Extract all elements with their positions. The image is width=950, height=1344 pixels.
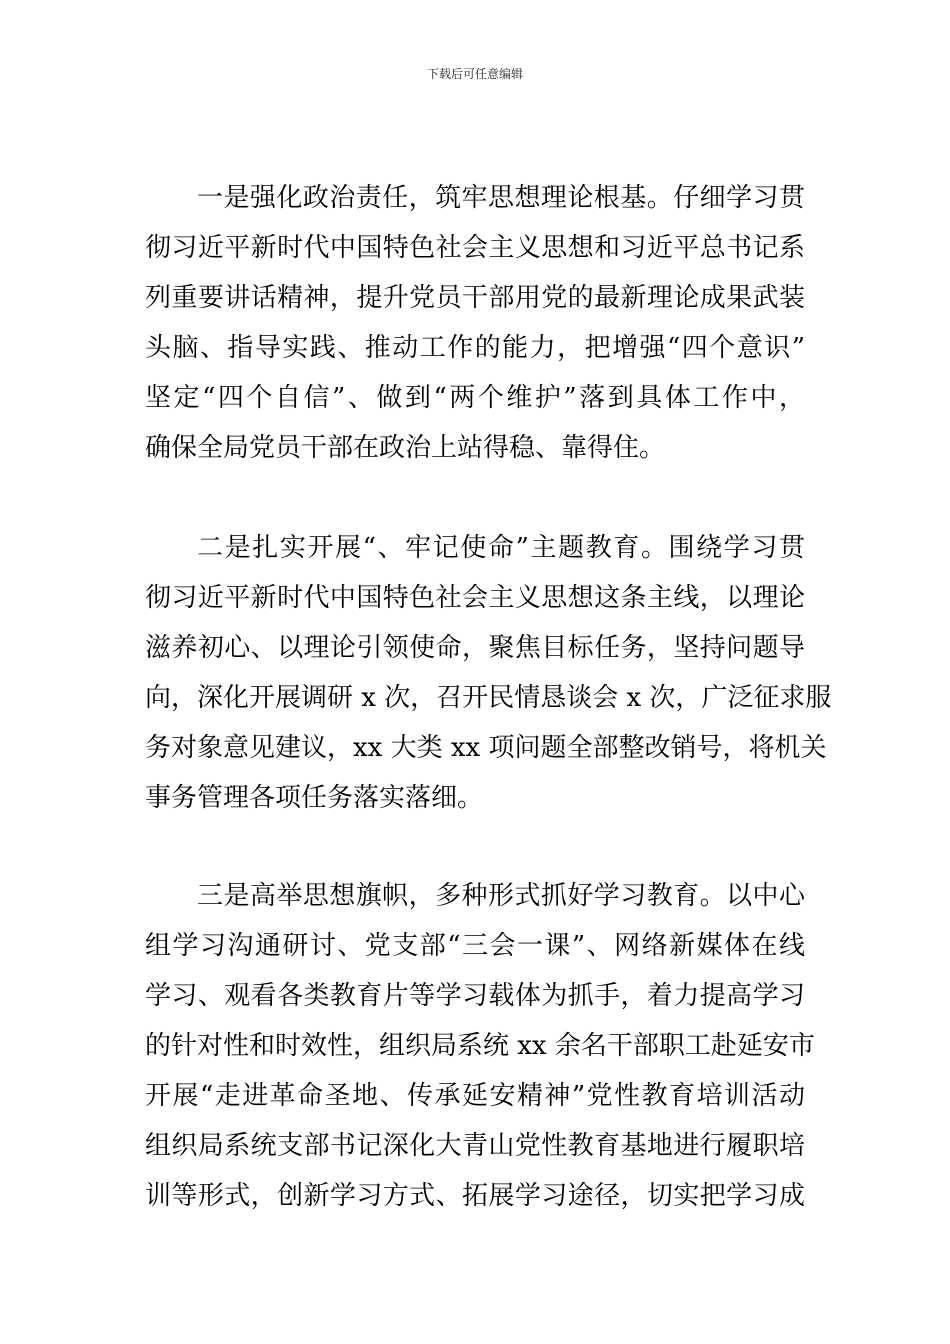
paragraph-line: 三是高举思想旗帜，多种形式抓好学习教育。以中心 [197,881,805,911]
paragraph-line: 事务管理各项任务落实落细。 [145,783,484,813]
paragraph-line: 彻习近平新时代中国特色社会主义思想和习近平总书记系 [145,233,805,263]
paragraph-line: 彻习近平新时代中国特色社会主义思想这条主线，以理论 [145,583,805,613]
paragraph-line: 务对象意见建议，xx 大类 xx 项问题全部整改销号，将机关 [145,733,827,763]
paragraph-3 [145,871,815,1221]
paragraph-line: 组学习沟通研讨、党支部“三会一课”、网络新媒体在线 [145,931,805,961]
paragraph-line: 的针对性和时效性，组织局系统 xx 余名干部职工赴延安市 [145,1031,815,1061]
paragraph-line: 开展“走进革命圣地、传承延安精神”党性教育培训活动 [145,1081,805,1111]
paragraph-line: 头脑、指导实践、推动工作的能力，把增强“四个意识” [145,333,805,363]
paragraph-line: 学习、观看各类教育片等学习载体为抓手，着力提高学习 [145,981,805,1011]
paragraph-line: 一是强化政治责任，筑牢思想理论根基。仔细学习贯 [197,183,805,213]
paragraph-line: 列重要讲话精神，提升党员干部用党的最新理论成果武装 [145,283,805,313]
paragraph-line: 向，深化开展调研 x 次，召开民情恳谈会 x 次，广泛征求服 [145,683,832,713]
header-note: 下载后可任意编辑 [426,67,523,81]
paragraph-2 [145,523,832,823]
paragraph-1 [145,173,805,473]
paragraph-line: 二是扎实开展“、牢记使命”主题教育。围绕学习贯 [197,533,805,563]
paragraph-line: 确保全局党员干部在政治上站得稳、靠得住。 [145,433,666,463]
paragraph-line: 滋养初心、以理论引领使命，聚焦目标任务，坚持问题导 [145,633,805,663]
paragraph-line: 坚定“四个自信”、做到“两个维护”落到具体工作中， [145,383,805,413]
paragraph-line: 组织局系统支部书记深化大青山党性教育基地进行履职培 [145,1131,805,1161]
paragraph-line: 训等形式，创新学习方式、拓展学习途径，切实把学习成 [145,1181,805,1211]
